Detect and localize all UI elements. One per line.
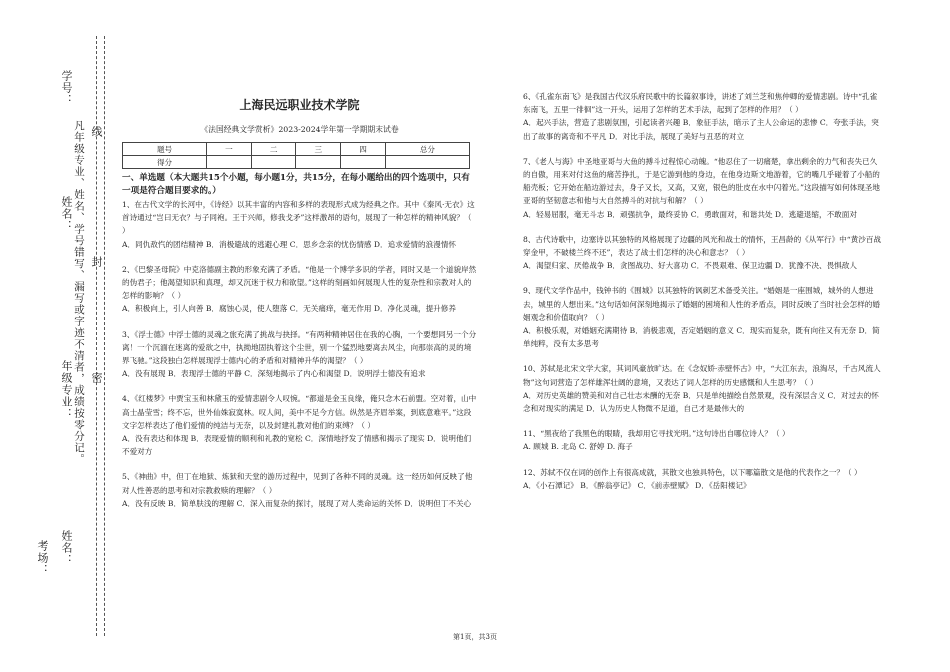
question-options: A．轻易屈服，毫无斗志 B．顽强抗争，最终妥协 C．勇敢面对，和谐共处 D．逃避退缩，不敢面对 <box>523 209 857 219</box>
score-cell: 二 <box>251 143 296 156</box>
score-input-cell[interactable] <box>341 156 386 169</box>
question-stem: 8、古代诗歌中，边塞诗以其独特的风格展现了边疆的风光和战士的情怀，王昌龄的《从军行》中“黄沙百战穿金甲，不破楼兰终不还”，表达了战士们怎样的决心和意志？（ ） <box>523 234 882 258</box>
student-id-label: 学号： <box>60 70 73 106</box>
question-options: A．没有展现 B．表现浮士德的平静 C．深刻地揭示了内心和渴望 D．说明浮士德没有追求 <box>122 369 426 379</box>
question <box>122 392 477 458</box>
question-options: A. 顾城 B. 北岛 C. 舒婷 D. 海子 <box>523 442 633 452</box>
question <box>523 466 883 492</box>
page-footer: 第1页，共3页 <box>453 633 497 641</box>
major-label: 年级专业： <box>60 360 73 420</box>
question-options: A．同仇敌忾的团结精神 B．消极避战的逃避心理 C．思乡念亲的忧伤情感 D．追求爱情的浪漫情怀 <box>122 239 456 249</box>
site-label: 考场： <box>36 540 49 576</box>
score-cell: 总分 <box>385 143 469 156</box>
score-input-cell[interactable] <box>296 156 341 169</box>
score-cell: 一 <box>207 143 252 156</box>
question-stem: 10、苏轼是北宋文学大家，其词风豪放旷达。在《念奴娇·赤壁怀古》中，“大江东去，浪淘尽，千古风流人物”这句词营造了怎样雄浑壮阔的意境，又表达了词人怎样的历史感慨和人生思考？（ ） <box>523 364 881 387</box>
seal-char: 密 <box>90 372 103 384</box>
question-stem: 2、《巴黎圣母院》中克洛德副主教的形象充满了矛盾。“他是一个博学多识的学者，同时又是一个道貌岸然的伪君子；他渴望知识和真理，却又沉迷于权力和欲望。”这样的刻画如何展现人性的复杂性和宗教对人的怎样的影响？（ ） <box>122 264 477 301</box>
exam-title: 上海民远职业技术学院 <box>239 98 360 112</box>
right-column <box>523 90 883 504</box>
score-cell: 题号 <box>123 143 207 156</box>
question-stem: 3、《浮士德》中浮士德的灵魂之旅充满了挑战与抉择。“有两种精神居住在我的心胸，一个要想同另一个分离！一个沉湎在迷离的爱欲之中，执拗地固执着这个尘世，别一个猛烈地要离去风尘，向那崇高的灵的境界飞驰。”这段独白怎样展现浮士德内心的矛盾和对精神升华的渴望？（ ） <box>122 329 477 366</box>
score-table-header-row <box>123 143 470 156</box>
question <box>122 470 477 510</box>
question <box>523 233 883 273</box>
question-options: A．积极向上，引人向善 B．腐蚀心灵，使人堕落 C．无关痛痒，毫无作用 D．净化灵魂，提升修养 <box>122 304 456 314</box>
score-cell: 四 <box>341 143 386 156</box>
question <box>523 155 883 221</box>
question-options: A．对历史英雄的赞美和对自己壮志未酬的无奈 B．只是单纯描绘自然景观，没有深层含义 C．对过去的怀念和对现实的满足 D．认为历史人物微不足道，自己才是最伟大的 <box>523 390 879 414</box>
score-input-cell[interactable] <box>207 156 252 169</box>
score-input-cell[interactable] <box>251 156 296 169</box>
question-options: A．渴望归家、厌倦战争 B．贪图战功、好大喜功 C．不畏艰难、保卫边疆 D．犹豫不决、畏惧敌人 <box>523 261 857 271</box>
question-stem: 6、《孔雀东南飞》是我国古代汉乐府民歌中的长篇叙事诗，讲述了刘兰芝和焦仲卿的爱情悲剧。诗中“孔雀东南飞，五里一徘徊”这一开头，运用了怎样的艺术手法，起到了怎样的作用？（ ） <box>523 92 878 115</box>
question <box>122 328 477 381</box>
question-stem: 1、在古代文学的长河中，《诗经》以其丰富的内容和多样的表现形式成为经典之作。其中《秦风·无衣》这首诗通过“岂曰无衣？与子同袍。王于兴师，修我戈矛”这样激昂的语句，展现了一种怎样的精神风貌？（ ） <box>122 200 475 236</box>
binding-margin <box>0 0 110 672</box>
question-stem: 7、《老人与海》中圣地亚哥与大鱼的搏斗过程惊心动魄。“他忍住了一切痛楚，拿出剩余的力气和丧失已久的自傲，用来对付这鱼的痛苦挣扎，于是它游到他的身边，在他身边斯文地游着，它的嘴几乎碰着了小船的船壳板；它开始在船边游过去，身子又长，又高，又宽，银色的肚皮在水中闪着光。”这段描写如何体现圣地亚哥的坚韧意志和他与大自然搏斗的对抗与和解？（ ） <box>523 156 880 206</box>
question <box>523 427 883 453</box>
question-options: A．没有反映 B．简单肤浅的理解 C．深入而复杂的探讨，展现了对人类命运的关怀 D．说明但丁不关心 <box>122 498 472 508</box>
left-column <box>122 172 477 522</box>
question <box>523 362 883 415</box>
question-options: A．起兴手法，营造了悲剧氛围，引起读者兴趣 B．象征手法，暗示了主人公命运的悲惨 C．夸张手法，突出了故事的离奇和不平凡 D．对比手法，展现了美好与丑恶的对立 <box>523 118 879 141</box>
question-stem: 11、“黑夜给了我黑色的眼睛，我却用它寻找光明。”这句诗出自哪位诗人？（ ） <box>523 429 790 439</box>
name-label: 姓名： <box>60 196 73 232</box>
question <box>523 90 883 143</box>
question-stem: 5、《神曲》中，但丁在地狱、炼狱和天堂的游历过程中，见到了各种不同的灵魂。这一经历如何反映了他对人性善恶的思考和对宗教救赎的理解？（ ） <box>122 472 473 495</box>
question-options: A．《小石潭记》 B．《醉翁亭记》 C．《前赤壁赋》 D．《岳阳楼记》 <box>523 480 751 490</box>
line-label: 线 <box>90 126 103 138</box>
inner-dashed-line <box>104 36 105 636</box>
question <box>122 263 477 316</box>
question-stem: 4、《红楼梦》中贾宝玉和林黛玉的爱情悲剧令人叹惋。“都道是金玉良缘，俺只念木石前盟。空对着，山中高士晶莹雪；终不忘，世外仙姝寂寞林。叹人间，美中不足今方信。纵然是齐眉举案，到底意难平。”这段文字怎样表达了他们爱情的纯洁与无奈，以及封建礼教对他们的束缚？（ ） <box>122 394 477 430</box>
score-table-score-row <box>123 156 470 169</box>
score-cell: 得分 <box>123 156 207 169</box>
warning-text: 凡年级专业、姓名、学号错写、漏写或字迹不清者，成绩按零分记。 <box>73 120 85 465</box>
seal-label: 封 <box>90 256 103 268</box>
section-title: 一、单选题（本大题共15个小题，每小题1分，共15分，在每小题给出的四个选项中，只有一项是符合题目要求的。） <box>122 173 470 196</box>
question-stem: 9、现代文学作品中，钱钟书的《围城》以其独特的讽刺艺术备受关注。“婚姻是一座围城，城外的人想进去，城里的人想出来。”这句话如何深刻地揭示了婚姻的困境和人性的矛盾点，同时反映了当时社会怎样的婚姻观念和价值取向？（ ） <box>523 286 880 322</box>
question-stem: 12、苏轼不仅在词的创作上有很高成就，其散文也独具特色，以下哪篇散文是他的代表作之一？（ ） <box>523 467 862 477</box>
question <box>523 284 883 350</box>
exam-subtitle: 《法国经典文学赏析》2023-2024学年第一学期期末试卷 <box>200 125 399 134</box>
question-options: A．没有表达和体现 B．表现爱情的顺利和礼教的宽松 C．深情地抒发了情感和揭示了现实 D．说明他们不爱对方 <box>122 434 472 457</box>
score-input-cell[interactable] <box>385 156 469 169</box>
score-table <box>122 142 470 169</box>
name-label-2: 姓名： <box>60 530 73 566</box>
question-options: A．积极乐观，对婚姻充满期待 B．消极悲观，否定婚姻的意义 C．现实而复杂，既有向往又有无奈 D．简单纯粹，没有太多思考 <box>523 326 880 349</box>
score-cell: 三 <box>296 143 341 156</box>
question <box>122 198 477 251</box>
